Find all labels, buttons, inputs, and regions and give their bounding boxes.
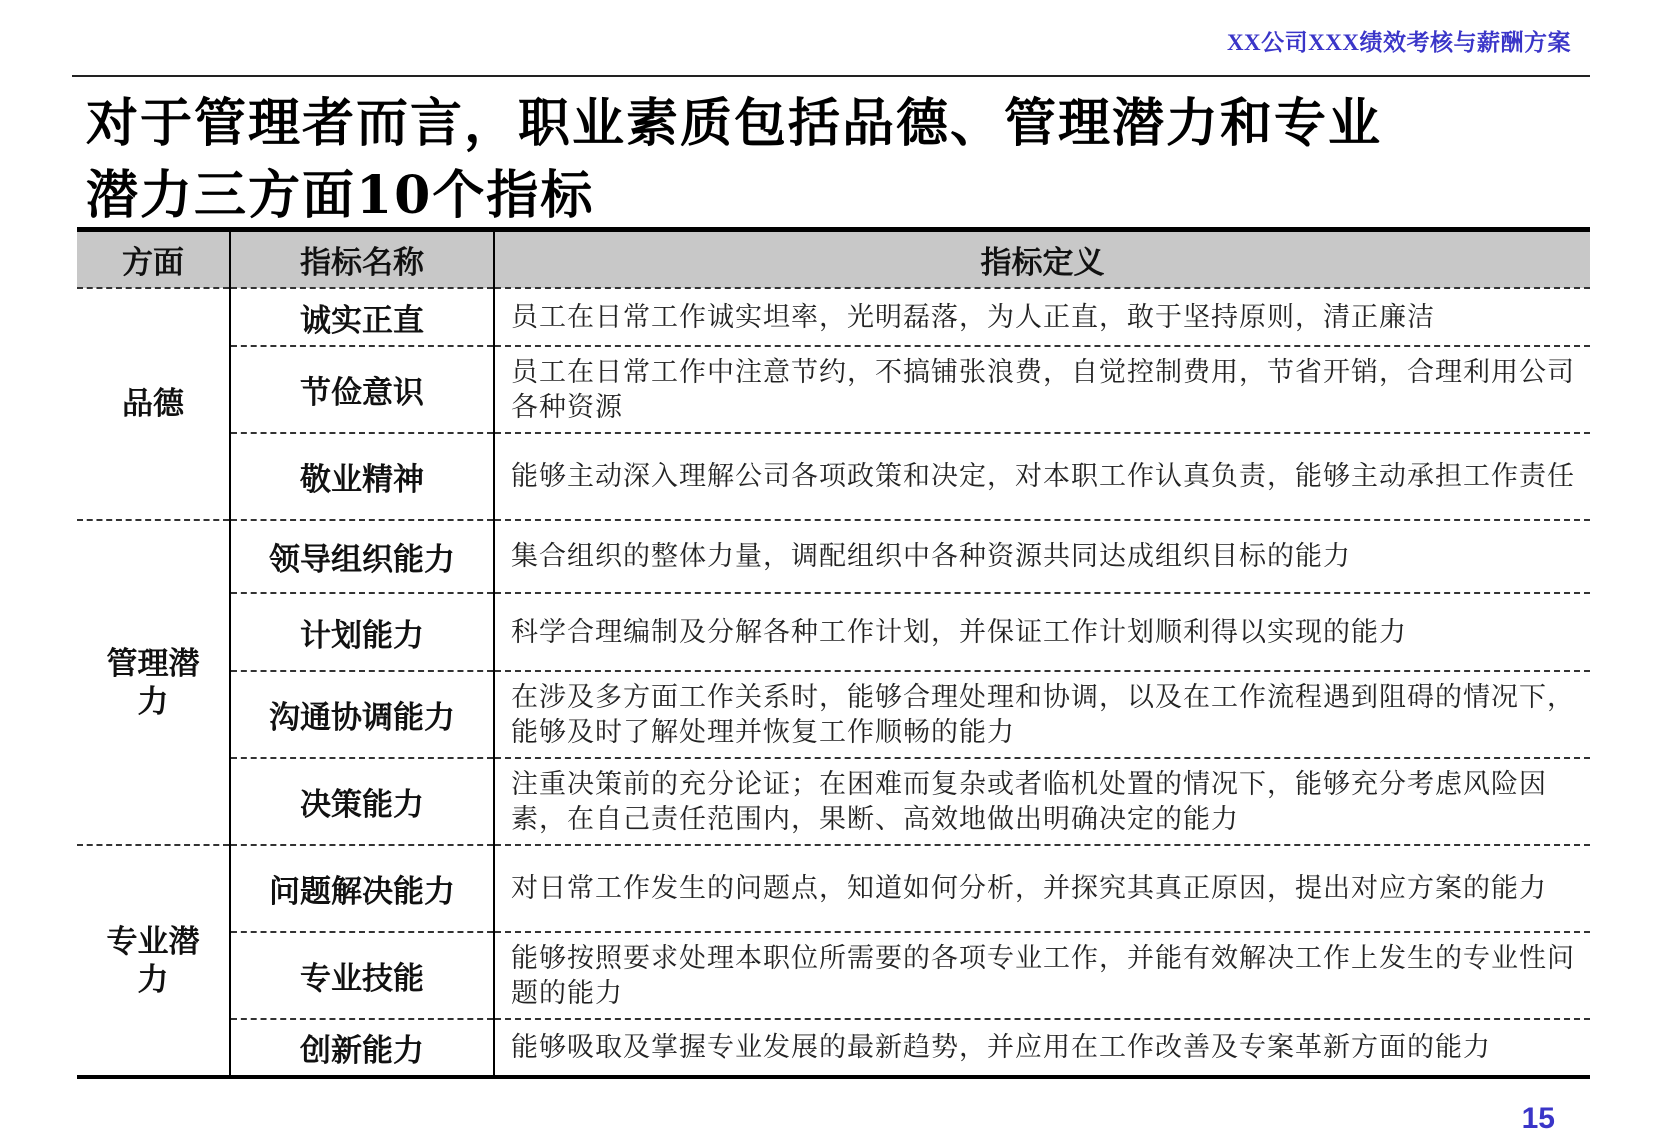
indicator-name: 问题解决能力 [230, 845, 494, 932]
column-header-indicator-name: 指标名称 [230, 230, 494, 289]
indicator-name: 敬业精神 [230, 433, 494, 520]
page-number: 15 [1521, 1102, 1555, 1135]
indicator-definition: 对日常工作发生的问题点，知道如何分析，并探究其真正原因，提出对应方案的能力 [494, 845, 1590, 932]
indicator-name: 节俭意识 [230, 346, 494, 433]
table-row [77, 288, 1590, 346]
page-title-line-2: 潜力三方面10个指标 [86, 165, 595, 226]
header-divider [72, 75, 1590, 77]
indicator-name: 计划能力 [230, 593, 494, 671]
table-row [77, 520, 1590, 593]
column-header-aspect: 方面 [77, 230, 230, 289]
indicator-name: 决策能力 [230, 758, 494, 845]
column-header-indicator-definition: 指标定义 [494, 230, 1590, 289]
indicator-definition: 能够吸取及掌握专业发展的最新趋势，并应用在工作改善及专案革新方面的能力 [494, 1019, 1590, 1077]
indicator-table [77, 227, 1590, 1079]
table-row [77, 1019, 1590, 1077]
page-title [86, 88, 1586, 232]
indicator-name: 诚实正直 [230, 288, 494, 346]
aspect-cell: 专业潜力 [77, 845, 230, 1077]
indicator-definition: 在涉及多方面工作关系时，能够合理处理和协调，以及在工作流程遇到阻碍的情况下，能够及时了解处理并恢复工作顺畅的能力 [494, 671, 1590, 758]
indicator-definition: 员工在日常工作诚实坦率，光明磊落，为人正直，敢于坚持原则，清正廉洁 [494, 288, 1590, 346]
document-header-title: XX公司XXX绩效考核与薪酬方案 [1226, 30, 1571, 55]
indicator-definition: 员工在日常工作中注意节约，不搞铺张浪费，自觉控制费用，节省开销，合理利用公司各种资源 [494, 346, 1590, 433]
table-row [77, 932, 1590, 1019]
aspect-cell: 品德 [77, 288, 230, 520]
indicator-definition: 科学合理编制及分解各种工作计划，并保证工作计划顺利得以实现的能力 [494, 593, 1590, 671]
table-header-row [77, 230, 1590, 289]
indicator-name: 领导组织能力 [230, 520, 494, 593]
table-row [77, 845, 1590, 932]
indicator-name: 沟通协调能力 [230, 671, 494, 758]
indicator-definition: 能够主动深入理解公司各项政策和决定，对本职工作认真负责，能够主动承担工作责任 [494, 433, 1590, 520]
page-title-line-1: 对于管理者而言，职业素质包括品德、管理潜力和专业 [86, 93, 1383, 154]
table-row [77, 433, 1590, 520]
table-row [77, 593, 1590, 671]
indicator-definition: 能够按照要求处理本职位所需要的各项专业工作，并能有效解决工作上发生的专业性问题的能力 [494, 932, 1590, 1019]
indicator-definition: 注重决策前的充分论证；在困难而复杂或者临机处置的情况下，能够充分考虑风险因素，在自己责任范围内，果断、高效地做出明确决定的能力 [494, 758, 1590, 845]
table-row [77, 758, 1590, 845]
aspect-cell: 管理潜力 [77, 520, 230, 845]
indicator-definition: 集合组织的整体力量，调配组织中各种资源共同达成组织目标的能力 [494, 520, 1590, 593]
indicator-name: 创新能力 [230, 1019, 494, 1077]
table-row [77, 671, 1590, 758]
indicator-name: 专业技能 [230, 932, 494, 1019]
table-row [77, 346, 1590, 433]
